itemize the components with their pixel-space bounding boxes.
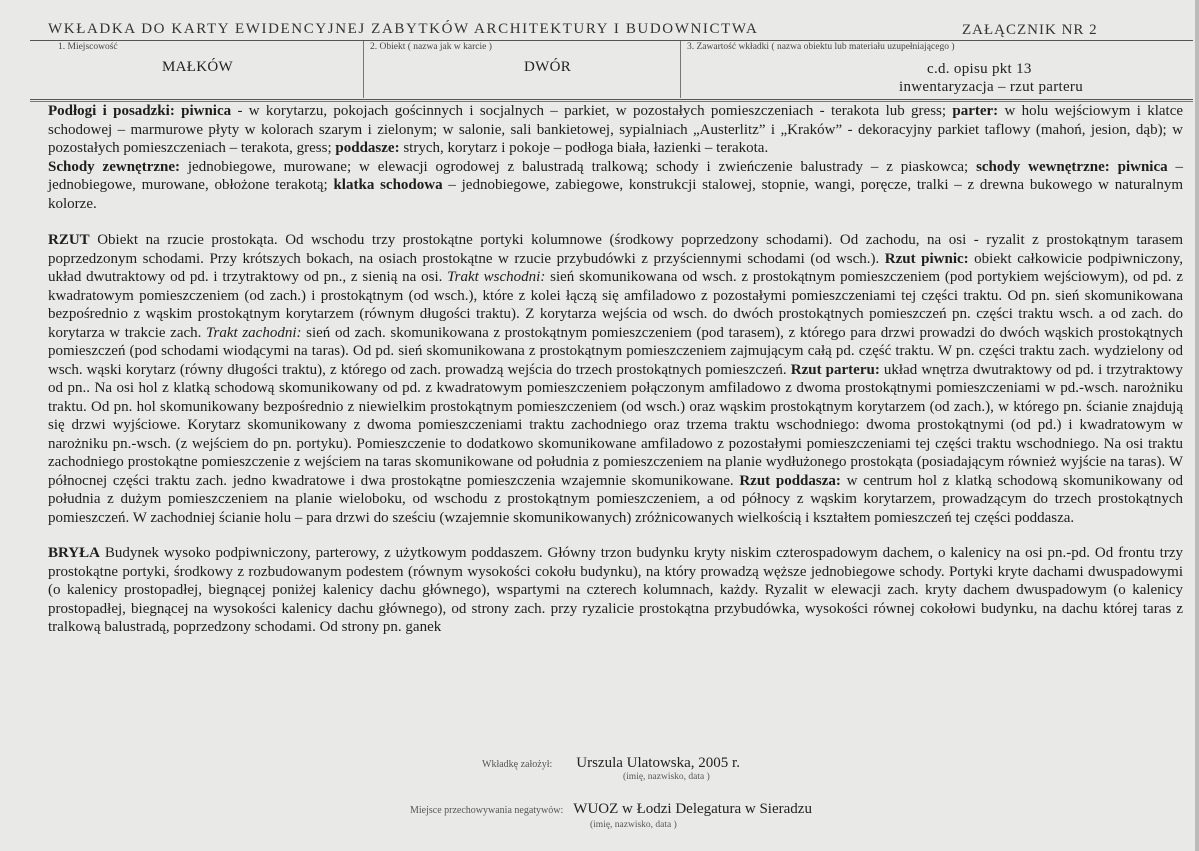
- text-run: strych, korytarz i pokoje – podłoga biała, łazienki – terakota.: [399, 140, 769, 156]
- form-title: WKŁADKA DO KARTY EWIDENCYJNEJ ZABYTKÓW ARCHITEKTURY I BUDOWNICTWA: [48, 21, 759, 37]
- contents-value-2: inwentaryzacja – rzut parteru: [899, 79, 1084, 95]
- contents-label: 3. Zawartość wkładki ( nazwa obiektu lub materiału uzupełniającego ): [687, 42, 955, 52]
- text-run: w centrum hol z klatką schodową skomunikowany od południa z dużym pomieszczeniem na planie wieloboku, od wschodu z prostokątnym pomieszczeniem, a od północy z wąskim korytarzem, prowadzącym do trzech prostokątnych pomieszczeń. W zachodniej ścianie holu – para drzwi do sześciu (wzajemnie skomunikowanych) zróżnicowanych wielkością i kształtem pomieszczeń tej części poddasza.: [48, 472, 1183, 526]
- text-run: klatka schodowa: [333, 177, 443, 193]
- plan-paragraph: [48, 231, 1183, 527]
- annex-label: ZAŁĄCZNIK NR 2: [962, 22, 1098, 38]
- paragraph-spacer: [48, 213, 1183, 231]
- document-body: [48, 102, 1183, 637]
- text-run: sień od zach. skomunikowana z prostokątnym pomieszczeniem (pod tarasem), z którego para drzwi prowadzi do dwóch wąskich prostokątnych pomieszczeń (pod schodami wiodącymi na taras). Od pd. sień skomunikowana z prostokątnym pomieszczeniem zajmującym całą pd. część traktu. W pn. części traktu zach. wydzielony od wsch. wąski korytarz (równy długości traktu), z którego od zach. prowadzą wejścia do trzech prostokątnych pomieszczeń.: [48, 324, 1183, 378]
- locality-value: MAŁKÓW: [162, 59, 233, 75]
- author-label: Wkładkę założył:: [482, 759, 553, 770]
- text-run: Obiekt na rzucie prostokąta. Od wschodu trzy prostokątne portyki kolumnowe (środkowy poprzedzony schodami). Od zachodu, na osi - ryzalit z prostokątnym tarasem poprzedzonym schodami. Przy krótszych bokach, na osiach prostokątne w rzucie przybudówki z przyściennymi schodami (od wsch.).: [48, 232, 1183, 267]
- floors-paragraph: [48, 102, 1183, 158]
- author-line: [482, 754, 740, 772]
- storage-value: WUOZ w Łodzi Delegatura w Sieradzu: [573, 801, 812, 817]
- text-run: poddasze:: [335, 140, 400, 156]
- object-value: DWÓR: [524, 59, 572, 75]
- object-label: 2. Obiekt ( nazwa jak w karcie ): [370, 42, 492, 52]
- text-run: Rzut parteru:: [790, 361, 880, 378]
- author-note: (imię, nazwisko, data ): [623, 772, 710, 782]
- stairs-paragraph: [48, 158, 1183, 214]
- scan-edge: [1195, 0, 1199, 851]
- text-run: RZUT: [48, 232, 90, 248]
- text-run: obiekt całkowicie podpiwniczony, układ dwutraktowy od pd. i trzytraktowy od pn., z sienią na osi.: [48, 250, 1183, 285]
- paragraph-spacer: [48, 527, 1183, 544]
- text-run: - w korytarzu, pokojach gościnnych i socjalnych – parkiet, w pozostałych pomieszczeniach - terakota lub gress;: [231, 103, 953, 119]
- text-run: Rzut piwnic:: [884, 250, 969, 267]
- header-fields: [30, 41, 1193, 98]
- text-run: Budynek wysoko podpiwniczony, parterowy, z użytkowym poddaszem. Główny trzon budynku kryty niskim czterospadowym dachem, o kalenicy na osi pn.-pd. Od frontu trzy prostokątne portyki, środkowy z rozbudowanym podestem (równym wysokości cokołu budynku), na który prowadzą węższe jednobiegowe schody. Portyki kryte dachami dwuspadowymi (o kalenicy prostopadłej, biegnącej poniżej kalenicy dachu głównego), wspartymi na czterech kolumnach, każdy. Ryzalit w elewacji zach. kryty dachem dwuspadowym (o kalenicy prostopadłej, biegnącej na wysokości kalenicy dachu głównego), od strony zach. przy ryzalicie prostokątna przybudówka, wysokości równej cokołowi budynku, na dachu której taras z tralkową balustradą, poprzedzony schodami. Od strony pn. ganek: [48, 545, 1183, 635]
- text-run: Podłogi i posadzki: piwnica: [48, 103, 232, 119]
- header-bottom-rule: [30, 99, 1193, 100]
- text-run: Schody zewnętrzne:: [48, 158, 181, 175]
- storage-label: Miejsce przechowywania negatywów:: [410, 805, 564, 816]
- text-run: parter:: [952, 103, 999, 119]
- text-run: Trakt zachodni:: [206, 324, 302, 341]
- locality-cell: [30, 41, 363, 98]
- contents-cell: [680, 41, 1194, 98]
- text-run: schody wewnętrzne: piwnica: [976, 158, 1168, 175]
- storage-note: (imię, nazwisko, data ): [590, 820, 677, 830]
- object-cell: [363, 41, 681, 98]
- text-run: Rzut poddasza:: [739, 472, 841, 489]
- storage-line: [410, 800, 812, 818]
- text-run: układ wnętrza dwutraktowy od pd. i trzytraktowy od pn.. Na osi hol z klatką schodową skomunikowany od pd. z kwadratowym pomieszczeniem połączonym amfiladowo z dwoma prostokątnymi pomieszczeniami w pd.-wsch. narożniku traktu. Od pn. hol skomunikowany bezpośrednio z niewielkim prostokątnym pomieszczeniem (od wsch.) oraz wąskim prostokątnym korytarzem (od zach.), w którego pn. ścianie znajdują się drzwi wyjściowe. Korytarz skomunikowany z dwoma pomieszczeniami traktu zachodniego oraz trzema traktu wschodniego: dwoma prostokątnymi (od pd.) i kwadratowym w narożniku pn.-wsch. (z wejściem do pn. portyku). Pomieszczenie to dodatkowo skomunikowane amfiladowo z pozostałymi pomieszczeniami tej części traktu wschodniego. Na osi traktu zachodniego prostokątne pomieszczenie z wejściem na taras skomunikowane od południa z pomieszczeniem na planie wydłużonego prostokąta (posiadającym również wyjście na taras). W północnej części traktu zach. jedno kwadratowe i dwa prostokątne pomieszczenia wzajemnie skomunikowane.: [48, 361, 1183, 489]
- text-run: Trakt wschodni:: [447, 269, 546, 285]
- text-run: BRYŁA: [48, 545, 100, 561]
- text-run: – jednobiegowe, murowane, obłożone terakotą;: [48, 158, 1183, 193]
- text-run: sień skomunikowana od wsch. z prostokątnym pomieszczeniem (pod portykiem wejściowym), od pd. z kwadratowym pomieszczeniem (od zach.) i prostokątnym (od wsch.), które z kolei łączą się amfiladowo z pozostałymi pomieszczeniami tej części traktu. Od pn. sień skomunikowana bezpośrednio z wąskim prostokątnym korytarzem (równym długości traktu). Z korytarza wejścia od wsch. do dwóch prostokątnych pomieszczeń pn. części traktu wsch. a od zach. do korytarza w trakcie zach.: [48, 269, 1183, 341]
- contents-value-1: c.d. opisu pkt 13: [927, 61, 1032, 77]
- locality-label: 1. Miejscowość: [58, 42, 118, 52]
- author-value: Urszula Ulatowska, 2005 r.: [576, 755, 740, 771]
- text-run: w holu wejściowym i klatce schodowej – marmurowe płyty w kolorach szarym i zielonym; w salonie, sali bankietowej, sypialniach „Austerlitz” i „Kraków” - dekoracyjny parkiet taflowy (mahoń, jesion, dąb); w pozostałych pomieszczeniach – terakota, gress;: [48, 103, 1184, 156]
- text-run: – jednobiegowe, zabiegowe, konstrukcji stalowej, stopnie, wangi, poręcze, tralki – z drewna bukowego w naturalnym kolorze.: [48, 177, 1184, 212]
- massing-paragraph: [48, 544, 1183, 637]
- text-run: jednobiegowe, murowane; w elewacji ogrodowej z balustradą tralkową; schody i zwieńczenie balustrady – z piaskowca;: [180, 158, 977, 175]
